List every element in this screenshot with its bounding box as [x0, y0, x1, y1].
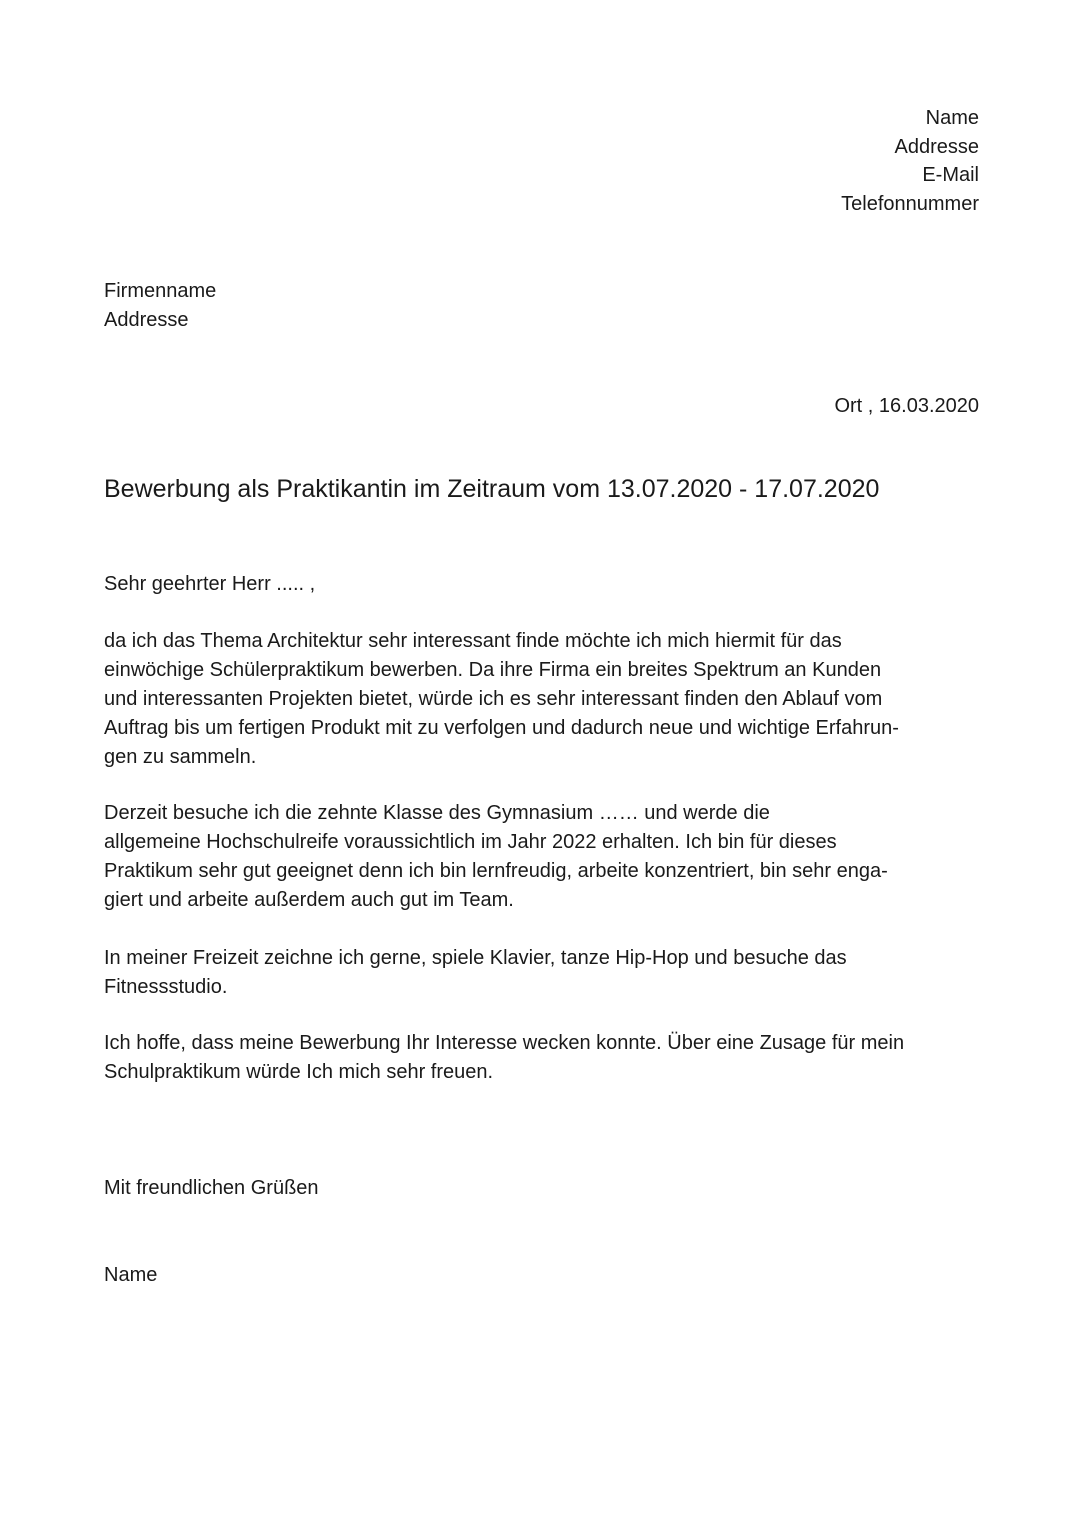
body-paragraph-closing	[104, 1029, 984, 1087]
body-line: einwöchige Schülerpraktikum bewerben. Da ihre Firma ein breites Spektrum an Kunden	[104, 659, 882, 681]
body-line: da ich das Thema Architektur sehr interessant finde möchte ich mich hiermit für das	[104, 630, 842, 652]
signature-name: Name	[104, 1264, 158, 1286]
body-line: Schulpraktikum würde Ich mich sehr freuen.	[104, 1061, 494, 1083]
salutation: Sehr geehrter Herr ..... ,	[104, 573, 316, 595]
body-line: giert und arbeite außerdem auch gut im Team.	[104, 889, 514, 911]
sender-address: Addresse	[894, 135, 979, 158]
sender-phone: Telefonnummer	[841, 192, 979, 215]
closing-formula: Mit freundlichen Grüßen	[104, 1177, 319, 1199]
body-paragraph-qualification	[104, 799, 984, 915]
recipient-address: Addresse	[104, 308, 189, 331]
body-line: Ich hoffe, dass meine Bewerbung Ihr Interesse wecken konnte. Über eine Zusage für mein	[104, 1032, 905, 1054]
body-line: Praktikum sehr gut geeignet denn ich bin lernfreudig, arbeite konzentriert, bin sehr enga-	[104, 860, 888, 882]
sender-email: E-Mail	[922, 164, 979, 186]
sender-block	[841, 104, 979, 218]
body-line: Auftrag bis um fertigen Produkt mit zu verfolgen und dadurch neue und wichtige Erfahrun-	[104, 717, 899, 739]
recipient-company: Firmenname	[104, 280, 217, 302]
place-date-line: Ort , 16.03.2020	[834, 395, 979, 417]
body-line: In meiner Freizeit zeichne ich gerne, spiele Klavier, tanze Hip-Hop und besuche das	[104, 947, 847, 969]
body-paragraph-motivation	[104, 627, 984, 772]
body-line: Fitnessstudio.	[104, 976, 228, 998]
recipient-block	[104, 277, 216, 334]
body-line: und interessanten Projekten bietet, würde ich es sehr interessant finden den Ablauf vom	[104, 688, 883, 710]
sender-name: Name	[925, 107, 979, 129]
subject-line: Bewerbung als Praktikantin im Zeitraum vom 13.07.2020 - 17.07.2020	[104, 475, 880, 503]
body-line: Derzeit besuche ich die zehnte Klasse des Gymnasium …… und werde die	[104, 802, 770, 824]
body-paragraph-hobbies	[104, 944, 984, 1002]
body-line: allgemeine Hochschulreife voraussichtlich im Jahr 2022 erhalten. Ich bin für dieses	[104, 831, 837, 853]
body-line: gen zu sammeln.	[104, 746, 257, 768]
